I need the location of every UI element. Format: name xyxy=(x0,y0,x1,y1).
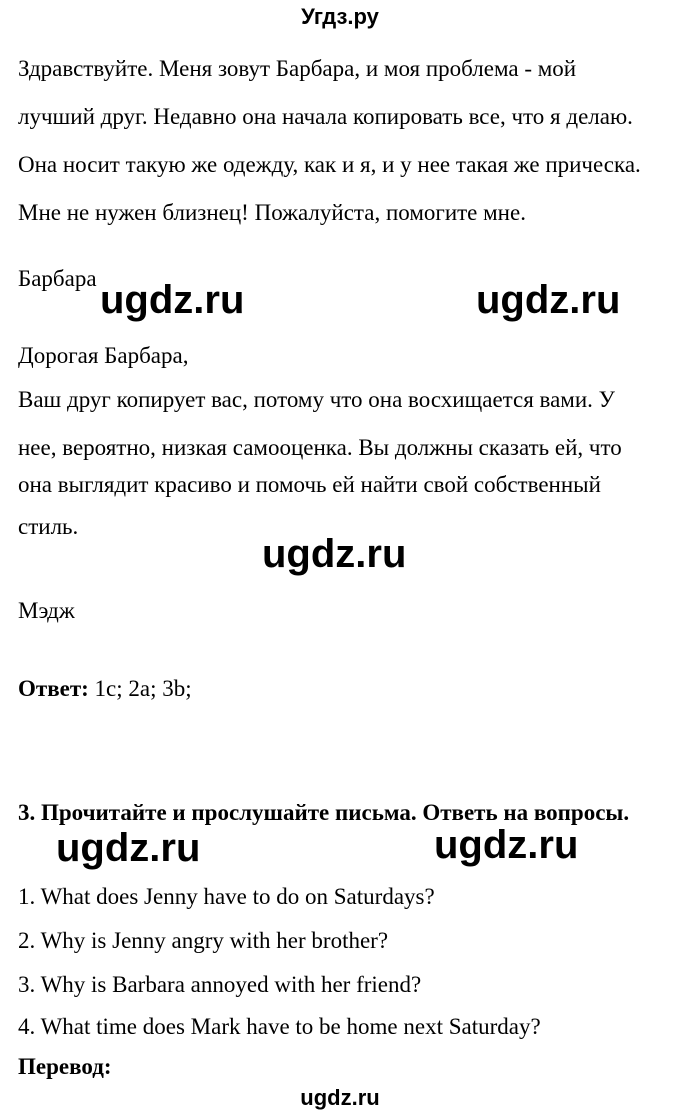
answer-value: 1c; 2a; 3b; xyxy=(88,676,192,701)
watermark: ugdz.ru xyxy=(56,826,201,870)
letter2-line-4: стиль. xyxy=(18,514,79,539)
letter2-line-2: нее, вероятно, низкая самооценка. Вы должны сказать ей, что xyxy=(18,435,622,460)
letter1-line-4: Мне не нужен близнец! Пожалуйста, помогите мне. xyxy=(18,200,526,225)
question-1: 1. What does Jenny have to do on Saturdays? xyxy=(18,884,435,909)
watermark: ugdz.ru xyxy=(476,278,621,322)
translation-label: Перевод: xyxy=(18,1054,112,1079)
answer-label: Ответ: xyxy=(18,676,89,701)
task3-heading: 3. Прочитайте и прослушайте письма. Ответь на вопросы. xyxy=(18,800,630,825)
letter1-signature: Барбара xyxy=(18,266,97,291)
question-3: 3. Why is Barbara annoyed with her friend? xyxy=(18,972,422,997)
site-footer: ugdz.ru xyxy=(300,1085,380,1110)
watermark: ugdz.ru xyxy=(262,532,407,576)
question-2: 2. Why is Jenny angry with her brother? xyxy=(18,928,389,953)
letter2-signature: Мэдж xyxy=(18,598,75,623)
letter1-line-2: лучший друг. Недавно она начала копировать все, что я делаю. xyxy=(18,104,633,129)
letter2-greeting: Дорогая Барбара, xyxy=(18,343,189,368)
letter2-line-3: она выглядит красиво и помочь ей найти свой собственный xyxy=(18,472,601,497)
site-header: Угдз.ру xyxy=(301,4,379,29)
watermark: ugdz.ru xyxy=(434,823,579,867)
letter2-line-1: Ваш друг копирует вас, потому что она восхищается вами. У xyxy=(18,387,615,412)
question-4: 4. What time does Mark have to be home next Saturday? xyxy=(18,1014,541,1039)
watermark: ugdz.ru xyxy=(100,278,245,322)
letter1-line-1: Здравствуйте. Меня зовут Барбара, и моя проблема - мой xyxy=(18,56,577,81)
answer-line xyxy=(18,676,192,702)
letter1-line-3: Она носит такую же одежду, как и я, и у нее такая же прическа. xyxy=(18,152,641,177)
